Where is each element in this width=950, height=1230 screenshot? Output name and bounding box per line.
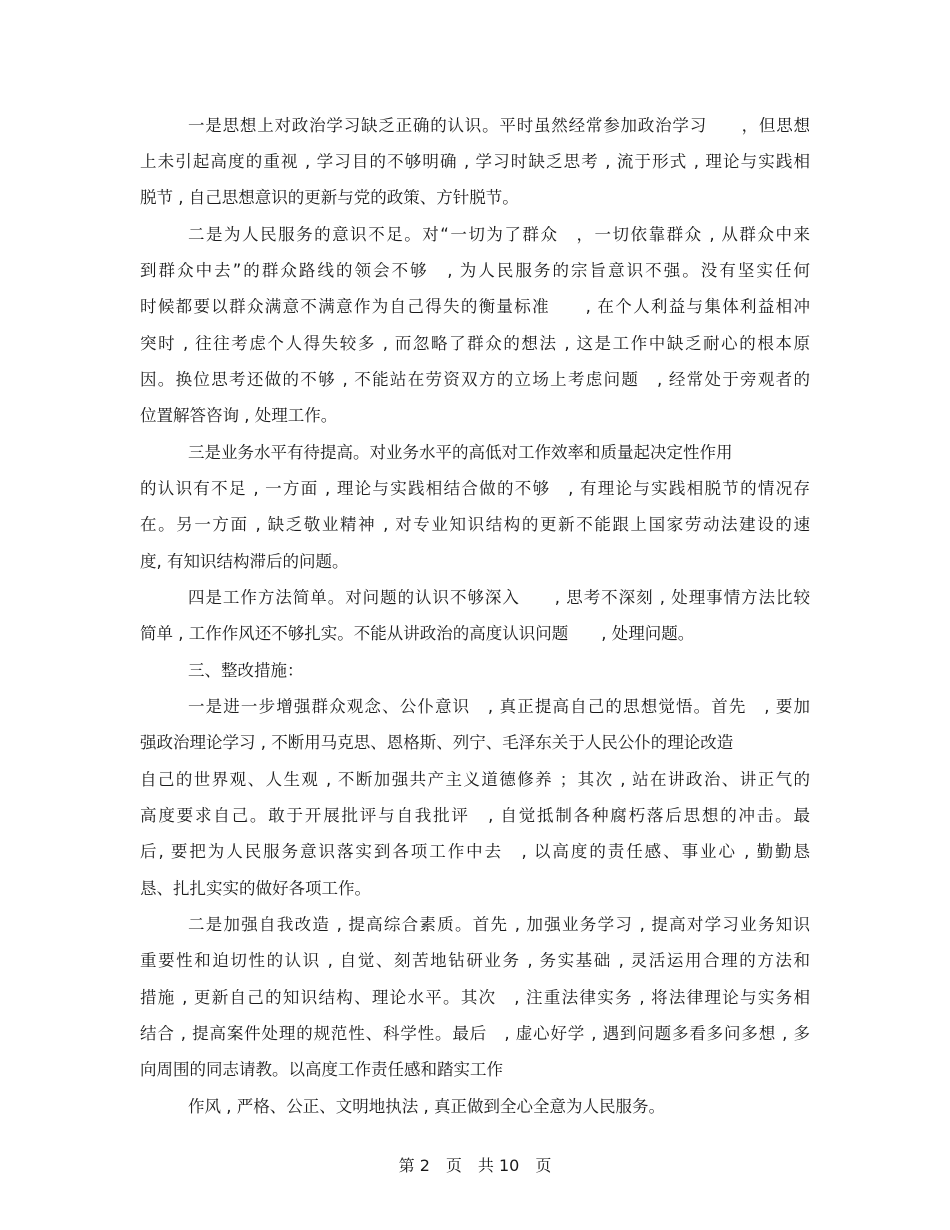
paragraph-line: 时候都要以群众满意不满意作为自己得失的衡量标准 , 在个人利益与集体利益相冲 — [140, 297, 810, 316]
paragraph-line: 一是思想上对政治学习缺乏正确的认识。平时虽然经常参加政治学习 ，但思想 — [188, 116, 810, 135]
paragraph-line: 一是进一步增强群众观念、公仆意识 , 真正提高自己的思想觉悟。首先 , 要加 — [188, 697, 810, 716]
paragraph-line: 三是业务水平有待提高。对业务水平的高低对工作效率和质量起决定性作用 — [188, 443, 733, 462]
paragraph-line: 到群众中去”的群众路线的领会不够 , 为人民服务的宗旨意识不强。没有坚实任何 — [140, 261, 810, 280]
paragraph-line: 后, 要把为人民服务意识落实到各项工作中去 , 以高度的责任感、事业心 , 勤勤恳 — [140, 842, 810, 861]
section-heading: 三、整改措施： — [188, 661, 304, 680]
paragraph-line: 四是工作方法简单。对问题的认识不够深入 , 思考不深刻 , 处理事情方法比较 — [188, 588, 810, 607]
paragraph-line: 向周围的同志请教。以高度工作责任感和踏实工作 — [140, 1060, 503, 1079]
paragraph-line: 在。另一方面 , 缺乏敬业精神 , 对专业知识结构的更新不能跟上国家劳动法建设的速 — [140, 515, 810, 534]
paragraph-line: 恳、扎扎实实的做好各项工作。 — [140, 879, 371, 898]
paragraph-line: 脱节 , 自己思想意识的更新与党的政策、方针脱节。 — [140, 188, 519, 207]
paragraph-line: 位置解答咨询 , 处理工作。 — [140, 406, 338, 425]
paragraph-line: 的认识有不足 , 一方面 , 理论与实践相结合做的不够 , 有理论与实践相脱节的情况存 — [140, 479, 810, 498]
paragraph-line: 二是加强自我改造 , 提高综合素质。首先 , 加强业务学习 , 提高对学习业务知识 — [188, 915, 810, 934]
paragraph-line: 度, 有知识结构滞后的问题。 — [140, 552, 349, 571]
paragraph-line: 突时 , 往往考虑个人得失较多 , 而忽略了群众的想法 , 这是工作中缺乏耐心的根本原 — [140, 334, 810, 353]
paragraph-line: 高度要求自己。敢于开展批评与自我批评 , 自觉抵制各种腐朽落后思想的冲击。最 — [140, 806, 810, 825]
paragraph-line: 作风 , 严格、公正、文明地执法 , 真正做到全心全意为人民服务。 — [188, 1097, 665, 1116]
paragraph-line: 因。换位思考还做的不够 , 不能站在劳资双方的立场上考虑问题 , 经常处于旁观者的 — [140, 370, 810, 389]
page-number-footer: 第 2 页 共 10 页 — [398, 1156, 552, 1175]
paragraph-line: 自己的世界观、人生观 , 不断加强共产主义道德修养 ；其次 , 站在讲政治、讲正气的 — [140, 770, 810, 789]
paragraph-line: 二是为人民服务的意识不足。对“一切为了群众 ，一切依靠群众 , 从群众中来 — [188, 225, 810, 244]
paragraph-line: 结合 , 提高案件处理的规范性、科学性。最后 , 虚心好学 , 遇到问题多看多问多想 , 多 — [140, 1024, 810, 1043]
paragraph-line: 措施 , 更新自己的知识结构、理论水平。其次 , 注重法律实务 , 将法律理论与实务相 — [140, 988, 810, 1007]
paragraph-line: 重要性和迫切性的认识 , 自觉、刻苦地钻研业务 , 务实基础 , 灵活运用合理的方法和 — [140, 951, 810, 970]
paragraph-line: 强政治理论学习 , 不断用马克思、恩格斯、列宁、毛泽东关于人民公仆的理论改造 — [140, 733, 734, 752]
paragraph-line: 简单 , 工作作风还不够扎实。不能从讲政治的高度认识问题 , 处理问题。 — [140, 624, 695, 643]
paragraph-line: 上未引起高度的重视 , 学习目的不够明确 , 学习时缺乏思考 , 流于形式 , 理论与实践相 — [140, 152, 810, 171]
